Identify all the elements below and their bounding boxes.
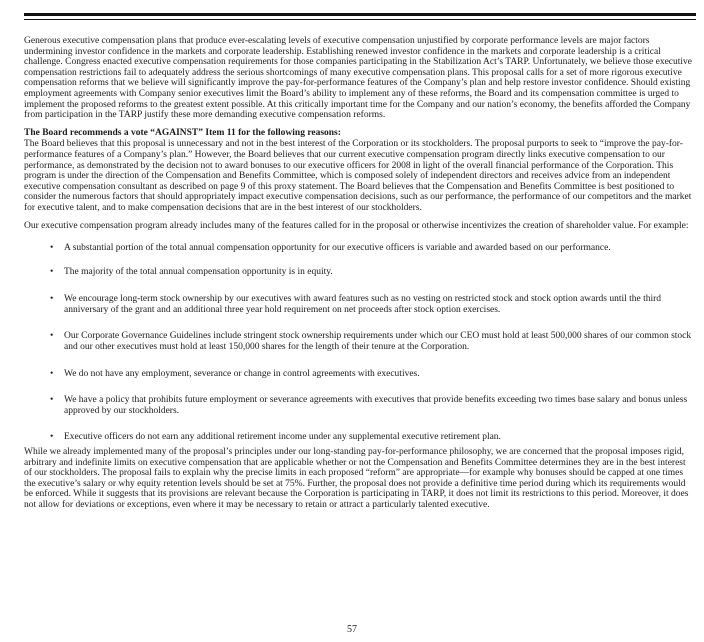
list-item [24, 267, 694, 278]
board-paragraph: The Board believes that this proposal is unnecessary and not in the best interest of the Corporation or its stockholders. The proposal purports to seek to “improve the pay-for-performance features of a Company’s plan.” However, the Board believes that our current executive compensation program directly links executive compensation to our performance, as demonstrated by the decision not to award bonuses to our executive officers for 2008 in light of the overall financial performance of the Corporation. This program is under the direction of the Compensation and Benefits Committee, which is composed solely of independent directors and receives advice from an independent executive compensation consultant as described on page 9 of this proxy statement. The Board believes that the Compensation and Benefits Committee is best positioned to consider the numerous factors that should appropriately impact executive compensation decisions, such as our performance, the performance of our competitors and the market for executive talent, and to make compensation decisions that are in the best interest of our stockholders. [24, 139, 692, 213]
feature-bullet-list [24, 243, 694, 443]
list-item-text: A substantial portion of the total annual compensation opportunity for our executive officers is variable and awarded based on our performance. [64, 243, 611, 254]
list-item [24, 369, 694, 380]
list-item-text: We do not have any employment, severance or change in control agreements with executives. [64, 368, 420, 379]
list-item [24, 294, 694, 315]
header-rule-thick [24, 13, 696, 16]
bullet-icon: • [50, 331, 54, 342]
list-item [24, 432, 694, 443]
list-item [24, 331, 694, 352]
list-item-text: We encourage long-term stock ownership by our executives with award features such as no vesting on restricted stock and stock option awards until the third anniversary of the grant and an additional three year hold requirement on net proceeds after stock option exercises. [64, 294, 662, 315]
bullet-icon: • [50, 395, 54, 406]
document-body [24, 36, 694, 518]
bullet-icon: • [50, 432, 54, 443]
program-paragraph: Our executive compensation program already includes many of the features called for in the proposal or otherwise incentivizes the creation of shareholder value. For example: [24, 220, 689, 231]
page-number: 57 [347, 624, 357, 635]
list-item-text: Executive officers do not earn any additional retirement income under any supplemental executive retirement plan. [64, 432, 501, 443]
bullet-icon: • [50, 294, 54, 305]
intro-paragraph: Generous executive compensation plans that produce ever-escalating levels of executive compensation unjustified by corporate performance levels are major factors undermining investor confidence in the markets and corporate leadership. Establishing renewed investor confidence in the markets and corporate leadership is a critical challenge. Congress enacted executive compensation requirements for those companies participating in the Stabilization Act’s TARP. Unfortunately, we believe those executive compensation restrictions fail to adequately address the serious shortcomings of many executive compensation plans. This proposal calls for a set of more rigorous executive compensation reforms that we believe will significantly improve the pay-for-performance features of the Company’s plan and help restore investor confidence. Should existing employment agreements with Company senior executives limit the Board’s ability to implement any of these reforms, the Board and its compensation committee is urged to implement the proposed reforms to the greatest extent possible. At this critically important time for the Company and our nation’s economy, the benefits afforded the Company from participation in the TARP justify these more demanding executive compensation reforms. [24, 36, 692, 121]
list-item-text: We have a policy that prohibits future employment or severance agreements with executives that provide benefits exceeding two times base salary and bonus unless approved by our stockholders. [64, 395, 688, 416]
bullet-icon: • [50, 368, 54, 379]
bullet-icon: • [50, 243, 54, 254]
list-item-text: The majority of the total annual compensation opportunity is in equity. [64, 266, 333, 277]
closing-paragraph: While we already implemented many of the proposal’s principles under our long-standing pay-for-performance philosophy, we are concerned that the proposal imposes rigid, arbitrary and indefinite limits on executive compensation that are applicable whether or not the Compensation and Benefits Committee determines they are in the best interest of our stockholders. The proposal fails to explain why the precise limits in each proposed “reform” are appropriate—for example why bonuses should be capped at one times the executive’s salary or why equity retention levels should be set at 75%. Further, the proposal does not provide a definitive time period during which its requirements would be enforced. While it suggests that its provisions are relevant because the Corporation is participating in TARP, it does not limit its restrictions to this period. Moreover, it does not allow for deviations or exceptions, even where it may be necessary to retain or attract a particularly talented executive. [24, 447, 689, 510]
board-recommendation-heading: The Board recommends a vote “AGAINST” Item 11 for the following reasons: [24, 127, 341, 138]
bullet-icon: • [50, 266, 54, 277]
header-rule-thin [24, 19, 696, 20]
list-item [24, 243, 694, 254]
list-item [24, 395, 694, 416]
list-item-text: Our Corporate Governance Guidelines include stringent stock ownership requirements under which our CEO must hold at least 500,000 shares of our common stock and our other executives must hold at least 150,000 shares for the length of their tenure at the Corporation. [64, 331, 692, 353]
